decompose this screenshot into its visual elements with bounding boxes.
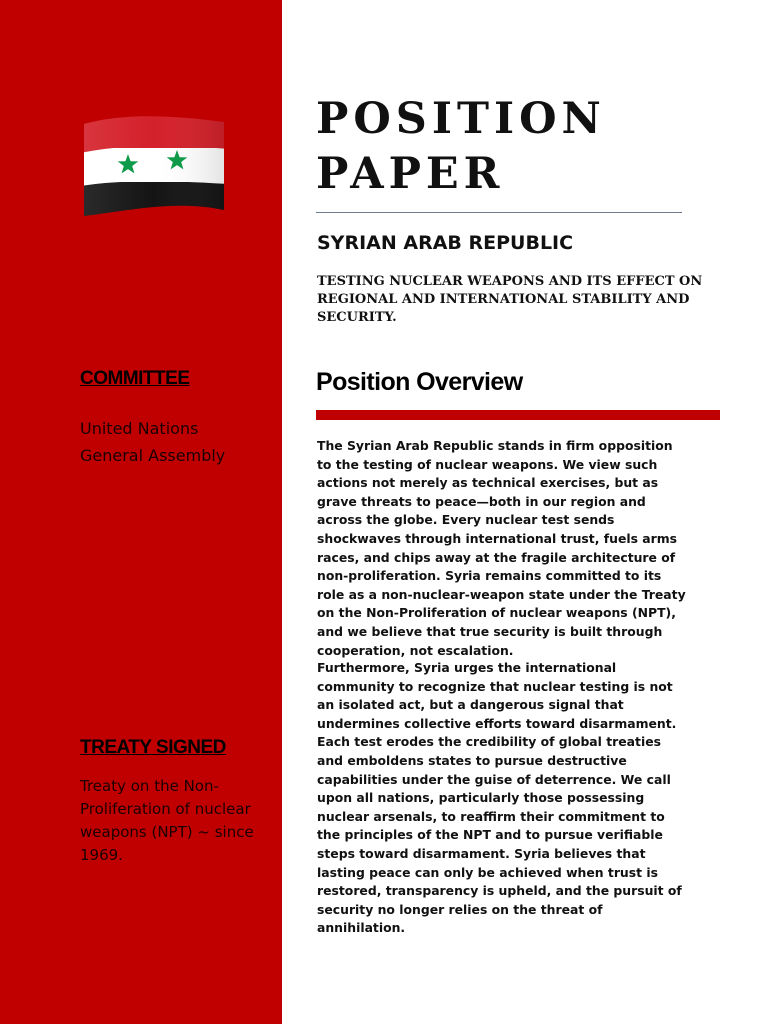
treaty-heading: TREATY SIGNED <box>80 737 226 758</box>
topic-text: TESTING NUCLEAR WEAPONS AND ITS EFFECT ON REGIONAL AND INTERNATIONAL STABILITY AND SECURITY. <box>317 274 703 325</box>
overview-divider-bar <box>316 410 720 420</box>
page-title <box>316 92 736 202</box>
committee-heading: COMMITTEE <box>80 368 190 389</box>
treaty-text: Treaty on the Non-Proliferation of nuclear weapons (NPT) ~ since 1969. <box>80 777 254 864</box>
title-divider <box>316 212 682 213</box>
overview-paragraph-2: Furthermore, Syria urges the international community to recognize that nuclear testing is not an isolated act, but a dangerous signal that undermines collective efforts toward disarmament. Each test erodes the credibility of global treaties and emboldens states to pursue destructive capabilities under the guise of deterrence. We call upon all nations, particularly those possessing nuclear arsenals, to reaffirm their commitment to the principles of the NPT and to pursue verifiable steps toward disarmament. Syria believes that lasting peace can only be achieved when trust is restored, transparency is upheld, and the pursuit of security no longer relies on the threat of annihilation. <box>317 660 682 936</box>
committee-text <box>80 415 260 469</box>
title-line-2: PAPER <box>316 149 505 199</box>
committee-line-1: United Nations <box>80 419 199 438</box>
overview-heading: Position Overview <box>316 368 523 396</box>
committee-line-2: General Assembly <box>80 446 226 465</box>
sidebar <box>0 0 282 1024</box>
country-name: SYRIAN ARAB REPUBLIC <box>317 232 574 254</box>
title-line-1: POSITION <box>316 94 606 144</box>
overview-paragraph-1: The Syrian Arab Republic stands in firm opposition to the testing of nuclear weapons. We view such actions not merely as technical exercises, but as grave threats to peace—both in our region and across the globe. Every nuclear test sends shockwaves through international trust, fuels arms races, and chips away at the fragile architecture of non-proliferation. Syria remains committed to its role as a non-nuclear-weapon state under the Treaty on the Non-Proliferation of nuclear weapons (NPT), and we believe that true security is built through cooperation, not escalation. <box>317 438 686 658</box>
syrian-flag-icon <box>80 112 228 218</box>
